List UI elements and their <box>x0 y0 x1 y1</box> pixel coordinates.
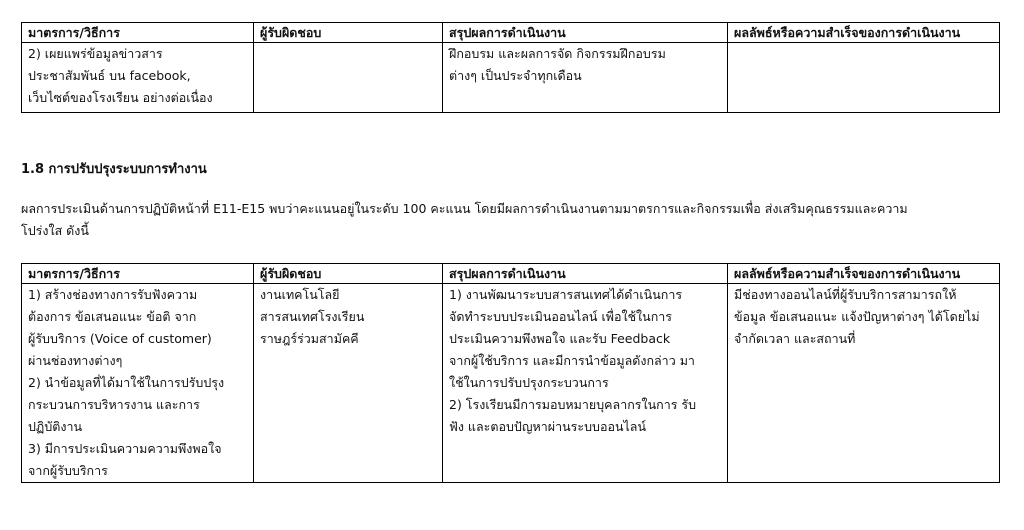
cell-line: จัดทำระบบประเมินออนไลน์ เพื่อใช้ในการ <box>449 309 672 324</box>
cell-line: สารสนเทศโรงเรียน <box>260 309 365 324</box>
table-header-row <box>22 23 1000 43</box>
header-measure: มาตรการ/วิธีการ <box>22 264 254 284</box>
cell-line: ใช้ในการปรับปรุงกระบวนการ <box>449 375 609 390</box>
cell-line: จำกัดเวลา และสถานที่ <box>734 331 856 346</box>
cell-responsible <box>254 43 443 113</box>
header-summary: สรุปผลการดำเนินงาน <box>443 23 728 43</box>
cell-line: 2) เผยแพร่ข้อมูลข่าวสาร <box>28 46 163 61</box>
cell-measure <box>22 284 254 483</box>
cell-line: 1) งานพัฒนาระบบสารสนเทศได้ดำเนินการ <box>449 287 683 302</box>
cell-line: กระบวนการบริหารงาน และการ <box>28 397 200 412</box>
header-result: ผลลัพธ์หรือความสำเร็จของการดำเนินงาน <box>728 23 1000 43</box>
cell-line: ข้อมูล ข้อเสนอแนะ แจ้งปัญหาต่างๆ ได้โดยไม่ <box>734 309 980 324</box>
cell-line: งานเทคโนโลยี <box>260 287 340 302</box>
cell-line: ต่างๆ เป็นประจำทุกเดือน <box>449 68 582 83</box>
cell-line: 1) สร้างช่องทางการรับฟังความ <box>28 287 198 302</box>
header-summary: สรุปผลการดำเนินงาน <box>443 264 728 284</box>
cell-line: ต้องการ ข้อเสนอแนะ ข้อติ จาก <box>28 309 197 324</box>
cell-line: 3) มีการประเมินความความพึงพอใจ <box>28 441 222 456</box>
header-responsible: ผู้รับผิดชอบ <box>254 264 443 284</box>
measures-table-continued <box>21 22 1000 113</box>
header-responsible: ผู้รับผิดชอบ <box>254 23 443 43</box>
section-heading: 1.8 การปรับปรุงระบบการทำงาน <box>21 162 207 177</box>
cell-summary <box>443 43 728 113</box>
cell-line: ผู้รับบริการ (Voice of customer) <box>28 331 212 346</box>
cell-line: จากผู้รับบริการ <box>28 463 108 478</box>
cell-summary <box>443 284 728 483</box>
cell-line: 2) นำข้อมูลที่ได้มาใช้ในการปรับปรุง <box>28 375 225 390</box>
cell-line: ปฏิบัติงาน <box>28 419 83 434</box>
section-paragraph <box>21 198 1001 242</box>
cell-line: ฝึกอบรม และผลการจัด กิจกรรมฝึกอบรม <box>449 46 666 61</box>
cell-line: จากผู้ใช้บริการ และมีการนำข้อมูลดังกล่าว มา <box>449 353 695 368</box>
cell-line: ฟัง และตอบปัญหาผ่านระบบออนไลน์ <box>449 419 646 434</box>
paragraph-line: โปร่งใส ดังนี้ <box>21 223 89 238</box>
header-measure: มาตรการ/วิธีการ <box>22 23 254 43</box>
table-row <box>22 43 1000 113</box>
cell-line: มีช่องทางออนไลน์ที่ผู้รับบริการสามารถให้ <box>734 287 957 302</box>
cell-result <box>728 284 1000 483</box>
cell-line: ประเมินความพึงพอใจ และรับ Feedback <box>449 331 671 346</box>
header-result: ผลลัพธ์หรือความสำเร็จของการดำเนินงาน <box>728 264 1000 284</box>
table-row <box>22 284 1000 483</box>
cell-line: เว็บไซต์ของโรงเรียน อย่างต่อเนื่อง <box>28 90 213 105</box>
measures-table <box>21 263 1000 483</box>
table-header-row <box>22 264 1000 284</box>
cell-line: ราษฎร์ร่วมสามัคคี <box>260 331 359 346</box>
cell-line: 2) โรงเรียนมีการมอบหมายบุคลากรในการ รับ <box>449 397 697 412</box>
paragraph-line: ผลการประเมินด้านการปฏิบัติหน้าที่ E11-E15 พบว่าคะแนนอยู่ในระดับ 100 คะแนน โดยมีผลการดำเนินงานตามมาตรการและกิจกรรมเพื่อ ส่งเสริมคุณธรรมและความ <box>21 201 908 216</box>
cell-line: ผ่านช่องทางต่างๆ <box>28 353 123 368</box>
cell-line: ประชาสัมพันธ์ บน facebook, <box>28 68 191 83</box>
cell-responsible <box>254 284 443 483</box>
cell-measure <box>22 43 254 113</box>
cell-result <box>728 43 1000 113</box>
